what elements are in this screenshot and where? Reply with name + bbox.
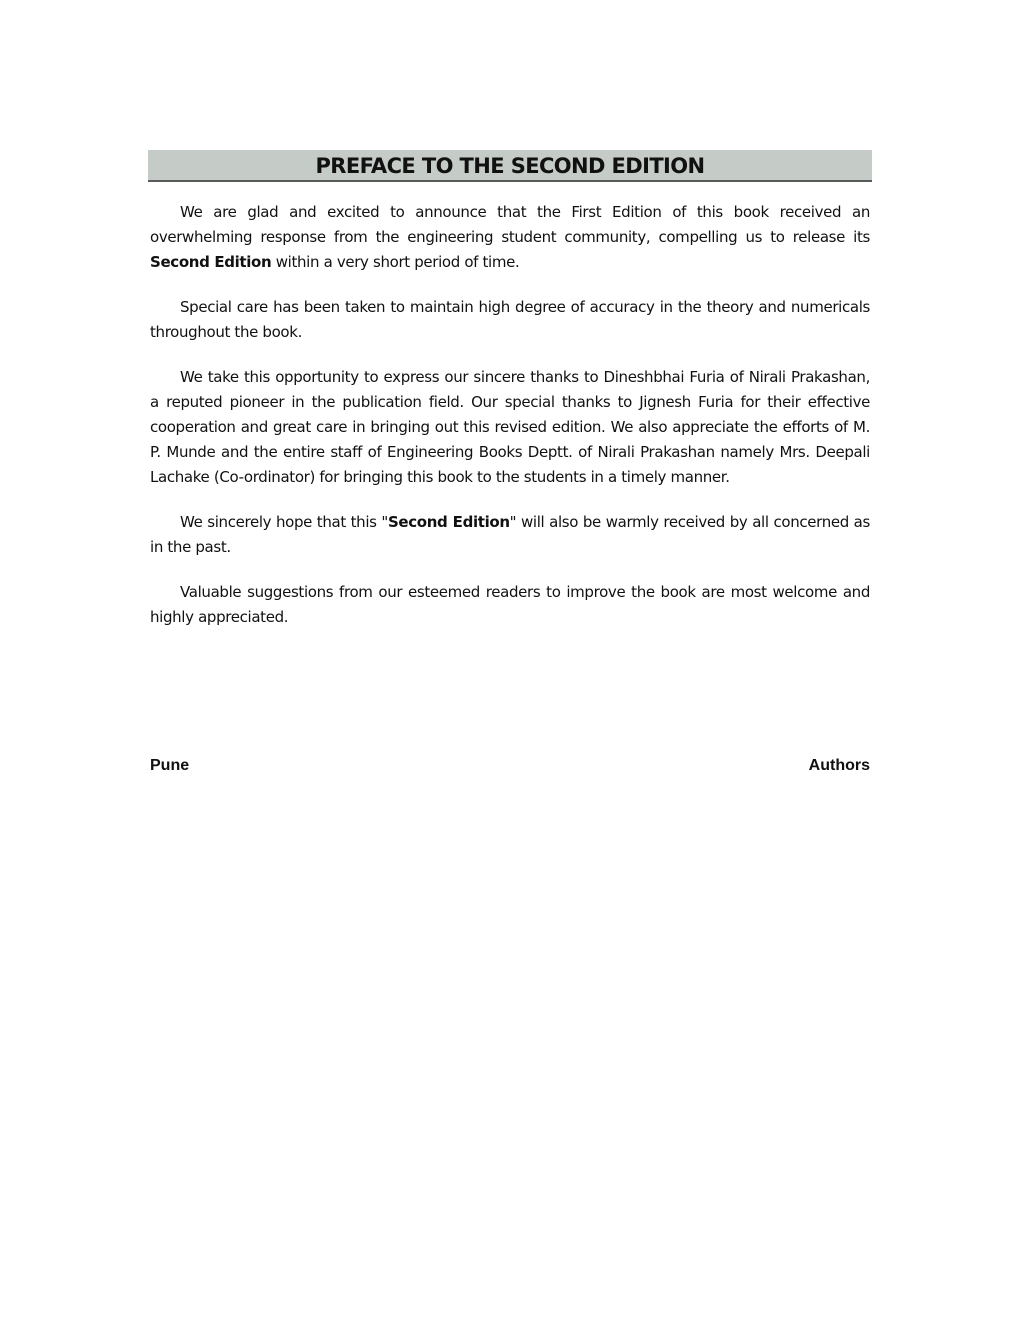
paragraph-4-text-b: " will also be warmly received by all concerned as in the past.: [150, 513, 870, 556]
paragraph-1-text-a: We are glad and excited to announce that the First Edition of this book received an overwhelming response from the engineering student community, compelling us to release its: [150, 203, 870, 246]
paragraph-1-bold: Second Edition: [150, 253, 272, 271]
paragraph-3: We take this opportunity to express our sincere thanks to Dineshbhai Furia of Nirali Prakashan, a reputed pioneer in the publication field. Our special thanks to Jignesh Furia for their effective cooperation and great care in bringing out this revised edition. We also appreciate the efforts of M. P. Munde and the entire staff of Engineering Books Deptt. of Nirali Prakashan namely Mrs. Deepali Lachake (Co-ordinator) for bringing this book to the students in a timely manner.: [150, 368, 870, 486]
paragraph-1-text-b: within a very short period of time.: [271, 253, 520, 271]
paragraph-5: Valuable suggestions from our esteemed readers to improve the book are most welcome and highly appreciated.: [150, 583, 870, 626]
preface-body: [150, 200, 870, 650]
signature-place: Pune: [150, 757, 190, 774]
paragraph-2: Special care has been taken to maintain high degree of accuracy in the theory and numericals throughout the book.: [150, 298, 870, 341]
paragraph-4: [150, 510, 870, 560]
page-title: PREFACE TO THE SECOND EDITION: [315, 154, 705, 178]
paragraph-1: [150, 200, 870, 275]
signature-authors: Authors: [808, 757, 870, 774]
paragraph-4-text-a: We sincerely hope that this ": [180, 513, 388, 531]
paragraph-4-bold: Second Edition: [387, 513, 510, 531]
title-banner: [148, 150, 872, 182]
